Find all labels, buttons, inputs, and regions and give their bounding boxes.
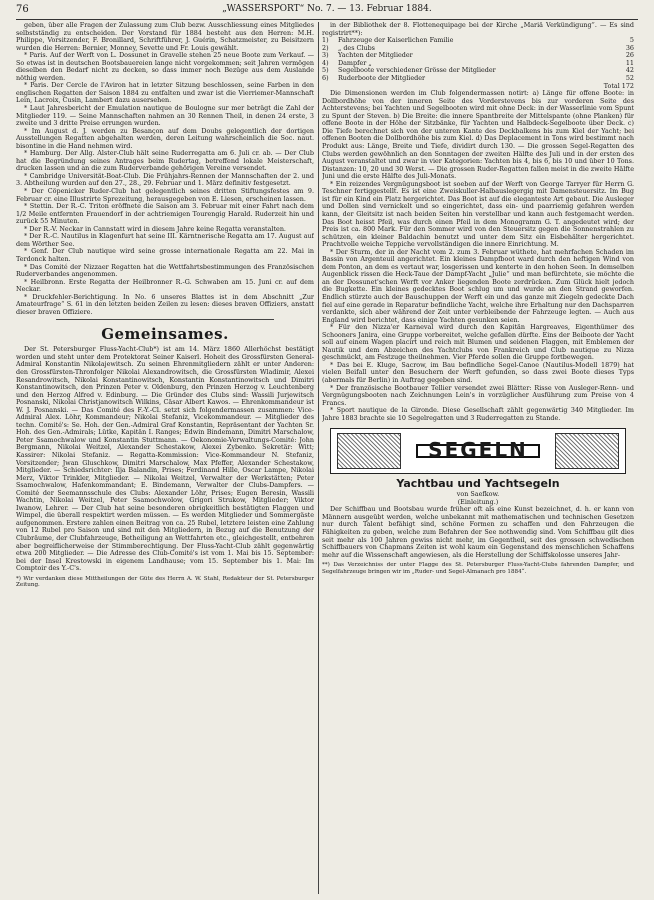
news-item: * Sport nautique de la Gironde. Diese Gesellschaft zählt gegenwärtig 340 Mitglieder. Im Jahre 1883 brachte sie 10 Segelregatten und 3 Ruderregatten zu Stande. [322, 406, 634, 422]
left-column [16, 22, 314, 894]
ornament-left-icon [337, 433, 401, 469]
news-item: * Der R.-C. Nautilus in Klagenfurt hat seine III. Kärntnerische Regatta am 17. August auf dem Wörther See. [16, 232, 314, 248]
news-item: * Laut Jahresbericht der Emulation nautique de Boulogne sur mer beträgt die Zahl der Mitglieder 119. — Seine Mannschaften nahmen an 30 Rennen Theil, in denen 24 erste, 3 zweite und 3 dritte Preise errungen wurden. [16, 104, 314, 128]
journal-line: „WASSERSPORT“ No. 7. — 13. Februar 1884. [222, 4, 432, 14]
news-item: geben, über alle Fragen der Zulassung zum Club bezw. Ausschliessung eines Mitgliedes selbstständig zu entscheiden. Der Vorstand für 1884 besteht aus den Herren: M.H. Philippe, Vorsitzender, F. Bronillard, Schriftführer, J. Guérin, Schatzmeister, zu Beisitzern wurden die Herren: Bernier, Monney, Sevette und Fr. Louis gewählt. [16, 22, 314, 52]
row-value: 26 [625, 51, 634, 60]
news-item: * Ein reizendes Vergnügungsboot ist soeben auf der Werft von George Tarryer für Herrn G. Teschner fertiggestellt. Es ist eine Zweiskuller-Halbauslegergig mit Damensteuersitz. Im Bug ist für ein Kind ein Platz hergerichtet. Das Boot ist auf die eleganteste Art gebaut. Die Ausleger und Dollen sind vernickelt und so eingerichtet, dass ein- und paarriemig gefahren werden kann, der Gleitsitz ist nach beiden Seiten hin verstellbar und kann auch festgemacht werden. Das Boot heisst Pfeil, was durch einen Pfeil in dem Monogramm G. T. angedeutet wird; der Preis ist ca. 800 Mark. Für den Sommer wird von den Steuersitz gegen die Sonnenstrahlen zu schützen, ein kleiner Baldachin benutzt und unter dem Sitz ein Eisbehälter hergerichtet. Prachtvolle weiche Teppiche vervollständigen die innere Einrichtung. M. [322, 179, 634, 249]
row-number: 5) [322, 66, 329, 75]
news-item: * Für den Nizza'er Karneval wird durch den Kapitän Hargreaves, Eigenthümer des Schooners Janira, eine Gruppe vorbereitet, welche gefallen dürfte. Eins der Beiboote der Yacht soll auf einem Wagen placirt und reich mit Blumen und seidenen Flaggen, mit Emblemen der Nautik und dem Abzeichen des Yachtclubs von Frankreich und Club nautique zu Nizza geschmückt, am Festzuge theilnehmen. Vier Pferde sollen die Gruppe fortbewegen. [322, 323, 634, 362]
intro-paragraph: in der Bibliothek der 8. Flottenequipage bei der Kirche „Mariä Verkündigung“. — Es sind registrirt**): [322, 22, 634, 37]
row-number: 4) [322, 58, 329, 67]
news-item: * Heilbronn. Erste Regatta der Heilbronner R.-G. Schwaben am 15. Juni cr. auf dem Neckar. [16, 277, 314, 294]
footnote-text: **) Das Verzeichniss der unter Flagge des St. Petersburger Fluss-Yacht-Clubs fahrenden Dampfer, und Segelfahrzeuge bringen wir im „Ruder- und Segel-Almanach pro 1884“. [322, 562, 634, 575]
news-item: * Genf. Der Club nautique wird seine grosse internationale Regatta am 22. Mai in Terdonck halten. [16, 247, 314, 263]
segeln-banner [330, 428, 626, 474]
news-item: * Das bei E. Kluge, Sacrow, im Bau befindliche Segel-Canoe (Nautilus-Modell 1879) hat vielen Beifall unter den Besuchern der Werft gefunden, so dass zwei Boote dieses Typs (abermals für Berlin) in Auftrag gegeben sind. [322, 360, 634, 384]
fleet-table [322, 37, 634, 83]
news-item: * Der Sturm, der in der Nacht vom 2. zum 3. Februar wüthete, hat mehrfachen Schaden im Bassin von Argenteuil angerichtet. Ein kleines Dampfboot ward durch den heftigen Wind von dem Ponton, an dem es vertaut war, losgerissen und kenterte in den hohen Seen. In demselben Augenblick rissen die Heck-Taue der Dampf-Yacht „Julie“ und man befürchtete, sie möchte die an der Dossunet'schen Werft vor Anker liegenden Boote zerdrücken. Zum Glück hielt jedoch die Bugkette. Ein kleines gedecktes Boot schlug um und wurde an den Strand geworfen. Endlich stürzte auch der Bauschuppen der Werft ein und das ganze mit Ziegeln gedeckte Dach fiel auf eine gerade in Reparatur befindliche Yacht, welche ihre Erhaltung nur den Dachsparren verdankte, sich aber während der Zeit unter verbleibende der Fahrzeuge legten. — Auch aus England wird berichtet, dass einige Yachten gesunken seien. [322, 247, 634, 324]
row-value: 42 [625, 66, 634, 75]
row-number: 1) [322, 36, 329, 45]
row-value: 36 [625, 43, 634, 52]
footnote [16, 576, 314, 589]
footnote-text: *) Wir verdanken diese Mittheilungen der Güte des Herrn A. W. Stahl, Redakteur der St. Petersburger Zeitung. [16, 575, 314, 589]
row-number: 3) [322, 51, 329, 60]
news-item: * Stettin. Der R.-C. Triton eröffnete die Saison am 3. Februar mit einer Fahrt nach dem 1/2 Meile entfernten Frauendorf in der achtriemigen Tourengig Harald. Ruderzeit hin und zurück 55 Minuten. [16, 202, 314, 226]
news-item: * Cambridge Universität-Boat-Club. Die Frühjahrs-Rennen der Mannschaften der 2. und 3. Abtheilung wurden auf den 27., 28., 29. Februar und 1. März definitiv festgesetzt. [16, 171, 314, 188]
news-item: * Der R.-V. Neckar in Cannstatt wird in diesem Jahre keine Regatta veranstalten. [24, 224, 286, 233]
row-label: Dampfer „ [338, 58, 372, 67]
news-item: * Paris. Der Cercle de l'Aviron hat in letzter Sitzung beschlossen, seine Farben in den englischen Regatten der Saison 1884 zu entfalten und zwar ist die Vierriemer-Mannschaft Lein, Lacroix, Cusin, Lambert dazu ausersehen. [16, 81, 314, 105]
news-item: * Der französische Bootbauer Tellier versendet zwei Blätter: Risse von Ausleger-Renn- und Vergnügungsbooten nach Zeichnungen Lein's in vorzüglicher Ausführung zum Preise von 4 Francs. [322, 383, 634, 407]
news-item: Die Dimensionen werden im Club folgendermassen notirt: a) Länge für offene Boote: in Dollbordhöhe von der inneren Seite des Vorderstevens bis zur vorderen Seite des Achterstevens; bei Yachten und Segelbooten wird mit ohne Deck: in der Wasserlinie vom Spunt zu Spunt der Steven. b) Die Breite: die innere Spantbreite der Mittelspante (ohne Planken) für offene Boote in der Höhe der Sitzbänke, für Yachten und Halbdeck-Segelboote über Deck. c) Die Tiefe berechnet sich von der unteren Kante des Deckbalkens bis zum Kiel der Yacht; bei offenen Booten die Dollbordhöhe bis zum Kiel. d) Das Deplacement in Tons wird bestimmt nach Produkt aus: Länge, Breite und Tiefe, dividirt durch 130. — Die grossen Segel-Regatten des Clubs werden gewöhnlich an den Sonntagen der zweiten Hälfte des Juli und in der ersten des August veranstaltet und zwar in vier Kategorien: Yachten bis 4, bis 6, bis 10 und über 10 Tons. Distanzen: 10, 20 und 30 Werst. — Die grossen Ruder-Regatten fallen meist in die zweite Hälfte Juni und die erste Hälfte des Juli-Monats. [322, 89, 634, 181]
row-label: Fahrzeuge der Kaiserlichen Familie [338, 36, 454, 45]
column-separator [318, 22, 319, 894]
news-item: * Im August d. J. werden zu Besançon auf dem Doubs gelegentlich der dortigen Ausstellungen Regatten abgehalten werden, deren Leitung wahrscheinlich die Soc. naut. bisontine in die Hand nehmen wird. [16, 126, 314, 150]
header-rule [16, 19, 638, 20]
news-item: * Das Comité der Nizzaer Regatten hat die Wettfahrtsbestimmungen des Französischen Ruderverbandes angenommen. [16, 262, 314, 279]
row-label: Segelboote verschiedener Grösse der Mitglieder [338, 66, 496, 75]
row-value: 52 [625, 74, 634, 83]
row-value: 5 [629, 36, 634, 45]
banner-word: SEGELN [416, 444, 540, 458]
row-number: 6) [322, 74, 329, 83]
news-item: * Der Cöpenicker Ruder-Club hat gelegentlich seines dritten Stiftungsfestes am 9. Februar cr. eine Illustrirte Sprezeitung, herausgegeben von E. Liesen, erscheinen lassen. [16, 187, 314, 203]
page-header [16, 4, 638, 18]
right-column [322, 22, 634, 894]
article-paragraph: Der Schiffbau und Bootsbau wurde früher oft als eine Kunst bezeichnet, d. h. er kann von Männern ausgeübt werden, welche unbekannt mit mathematischen und technischen Gesetzen nur durch Talent befähigt sind, schöne Formen zu schaffen und den Fahrzeugen die Fähigkeiten zu geben, welche zum Befahren der See nothwendig sind. Vom Schiffbau gilt dies seit mehr als 100 Jahren gewiss nicht mehr, im Gegentheil, seit des grossen schwedischen Schiffbauers von Chapmans Zeiten ist wohl kaum ein Gegenstand des menschlichen Schaffens mehr auf die Wissenschaft angewiesen, als die Herstellung der Schiffskolosse unseres Jahr- [322, 505, 634, 559]
footnote [322, 562, 634, 575]
row-label: Yachten der Mitglieder [338, 51, 413, 60]
article-title: Yachtbau und Yachtsegeln [396, 477, 560, 491]
row-label: Ruderboote der Mitglieder [338, 74, 426, 83]
table-total: Total 172 [603, 81, 634, 90]
section-divider [56, 319, 274, 320]
section-heading: Gemeinsames. [101, 325, 229, 344]
page-number: 76 [16, 4, 29, 15]
news-item: * Hamburg. Der Allg. Alster-Club hält seine Ruderregatta am 6. Juli cr. ab. — Der Club hat die Begründung seines Antrages beim Rudertag, betreffend lokale Meisterschaft, drucken lassen und an die zum Ruderverbande gehörigen Vereine versendet. [16, 149, 314, 173]
article-author: von Saefkow. [456, 490, 500, 499]
article-subhead: (Einleitung.) [457, 497, 499, 506]
ornament-right-icon [555, 433, 619, 469]
row-number: 2) [322, 43, 329, 52]
news-item: * Druckfehler-Berichtigung. In No. 6 unseres Blattes ist in dem Abschnitt „Zur Amateurfrage“ S. 61 in den letzten beiden Zeilen zu lesen: dieses braven Offiziers, anstatt dieser braven Offiziere. [16, 292, 314, 316]
table-row [322, 75, 634, 83]
row-label: „ des Clubs [338, 43, 375, 52]
club-paragraph: Der St. Petersburger Fluss-Yacht-Club*) ist am 14. März 1860 Allerhöchst bestätigt worden und steht unter dem Protektorat Seiner Kaiserl. Hoheit des Grossfürsten General-Admiral Konstantin Nikolajewitsch. Zu seinen Ehrenmitgliedern zählt er unter Anderen: den Grossfürsten-Thronfolger Nikolai Alexandrowitsch, die Grossfürsten Wladimir, Alexei Resandrowitsch, Nikolai Konstantinowitsch, Konstantin Konstantinowitsch und Dimitri Konstantinowitsch, den Prinzen Peter v. Oldenburg, den Prinzen Herzog v. Leuchtenberg und den Herzog Alfred v. Edinburg. — Die Gründer des Clubs sind: Wassili Jurjewitsch Posnanski, Nikolai Christjanowitsch Wilkins, Cäsar Albert Kawos. — Ehrenkommandeur ist W. J. Posnanski. — Das Comité des F.-Y.-Cl. setzt sich folgendermassen zusammen: Vice-Admiral Alex. Löhr, Kommandeur; Nikolai Stefaniz, Vicekommandeur. — Mitglieder des techn. Comité's: Se. Hoh. der Gen.-Admiral Graf Konstantin, Repräsentant der Yachten Sr. Hoh. des Gen.-Admirals; Lütke, Kapitän I. Ranges; Edwin Bindemann, Dimitri Marschalow, Peter Ssamochwalow und Konstantin Stuttmann. — Oekonomie-Verwaltungs-Comité: John Bergmann, Nikolai Weitzel, Alexander Schestakow, Alexei Zybenko. Sekretär: Witt; Kassirer: Nikolai Stefaniz. — Regatta-Kommission: Vice-Kommandeur N. Stefaniz, Vorsitzender; Jwan Gluschkow, Dimitri Marschalow, Max Pfeffer, Alexander Schestakow, Mitglieder. — Schiedsrichter: Ilja Balandin, Prises; Ferdinand Hille, Oscar Lampe, Nikolai Merz, Viktor Trinkler, Mitglieder. — Nikolai Weitzel, Verwalter der Werkstätten; Peter Ssamochwalow, Hafenkommandant; E. Bindemann, Verwalter der Clubs-Dampfers. — Comité der Seemannsschule des Clubs: Alexander Löhr, Prises; Eugen Beresin, Wassili Wachtin, Nikolai Weitzel, Peter Ssamochwolow, Grigori Strukow, Mitglieder; Viktor Iwanow, Lehrer. — Der Club hat seine besonderen obrigkeitlich bestätigten Flaggen und Wimpel, die überall respektirt werden müssen. — Es werden Mitglieder und Sommergäste aufgenommen. Erstere zahlen einen Beitrag von ca. 25 Rubel, letztere leisten eine Zahlung von 12 Rubel pro Saison und sind mit den Mitgliedern, in Bezug auf die Benutzung der Clubräume, der Clubfahrzeuge, Betheiligung an Wettfahrten etc., gleichgestellt, entbehren aber begreiflicherweise der Stimmberechtigung. Der Fluss-Yacht-Club zählt gegenwärtig etwa 200 Mitglieder. — Die Adresse des Club-Comité's ist vom 1. Mai bis 15. September: bei der Insel Krestowski in eigenem Landhause; vom 15. September bis 1. Mai: Im Comptoir des Y.-C's. [16, 345, 314, 573]
news-item: * Paris. Auf der Werft von L. Dossunet in Gravelle stehen 25 neue Boote zum Verkauf. — So etwas ist in deutschen Bootsbauereien lange nicht vorgekommen; seit Jahren vermögen dieselben den Bedarf nicht zu decken, so dass immer noch Bezüge aus dem Auslande nöthig werden. [16, 51, 314, 82]
row-value: 11 [625, 58, 634, 67]
